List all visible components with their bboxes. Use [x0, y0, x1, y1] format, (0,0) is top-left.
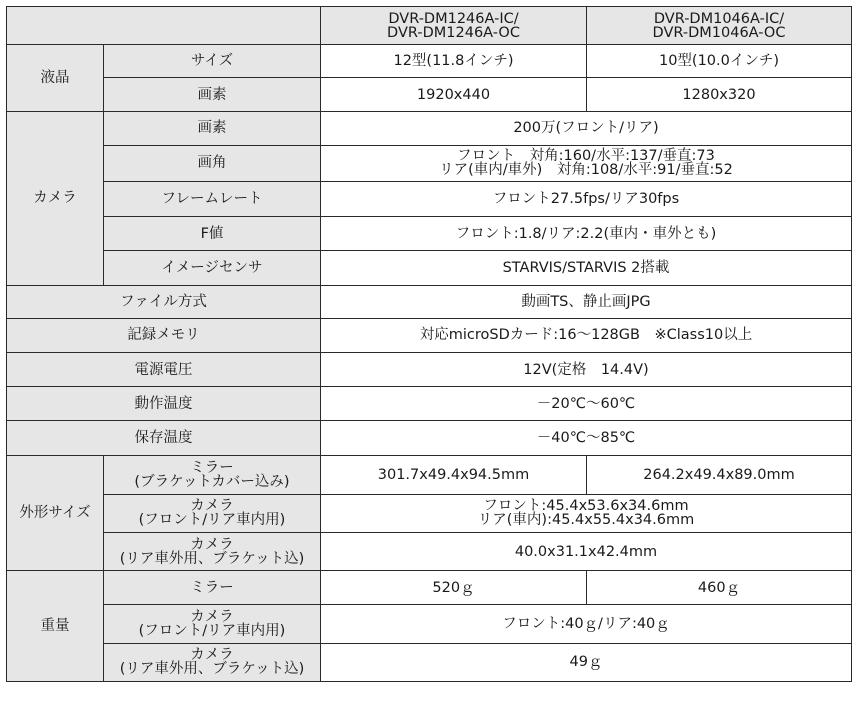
camera-angle-label: 画角 [104, 145, 321, 181]
memory-label: 記録メモリ [7, 318, 321, 352]
dim-cam-in-label: カメラ (フロント/リア車内用) [104, 494, 321, 532]
weight-cam-out-value: 49ｇ [321, 643, 852, 681]
lcd-size-a: 12型(11.8インチ) [321, 45, 587, 78]
lcd-size-label: サイズ [104, 45, 321, 78]
voltage-label: 電源電圧 [7, 352, 321, 386]
dim-mirror-label: ミラー (ブラケットカバー込み) [104, 455, 321, 494]
table-row [7, 78, 852, 111]
header-blank-cell [7, 7, 321, 45]
lcd-pixels-b: 1280x320 [587, 78, 852, 111]
file-format-label: ファイル方式 [7, 285, 321, 318]
dim-cam-in-value: フロント:45.4x53.6x34.6mm リア(車内):45.4x55.4x34.6mm [321, 494, 852, 532]
table-row [7, 605, 852, 643]
lcd-group-label: 液晶 [7, 45, 104, 111]
storage-temp-label: 保存温度 [7, 421, 321, 455]
camera-f-value: フロント:1.8/リア:2.2(車内・車外とも) [321, 217, 852, 251]
lcd-size-b: 10型(10.0インチ) [587, 45, 852, 78]
table-row [7, 111, 852, 145]
camera-fps-label: フレームレート [104, 181, 321, 216]
table-row [7, 532, 852, 570]
table-row [7, 643, 852, 681]
file-format-value: 動画TS、静止画JPG [321, 285, 852, 318]
table-row [7, 251, 852, 285]
dim-mirror-b: 264.2x49.4x89.0mm [587, 455, 852, 494]
dim-cam-out-value: 40.0x31.1x42.4mm [321, 532, 852, 570]
lcd-pixels-a: 1920x440 [321, 78, 587, 111]
table-row [7, 571, 852, 605]
voltage-value: 12V(定格 14.4V) [321, 352, 852, 386]
table-row [7, 318, 852, 352]
weight-cam-out-label: カメラ (リア車外用、ブラケット込) [104, 643, 321, 681]
header-row [7, 7, 852, 45]
weight-mirror-b: 460ｇ [587, 571, 852, 605]
table-row [7, 181, 852, 216]
table-row [7, 494, 852, 532]
table-row [7, 387, 852, 421]
weight-mirror-label: ミラー [104, 571, 321, 605]
table-row [7, 421, 852, 455]
header-model-a: DVR-DM1246A-IC/ DVR-DM1246A-OC [321, 7, 587, 45]
table-row [7, 145, 852, 181]
dim-cam-out-label: カメラ (リア車外用、ブラケット込) [104, 532, 321, 570]
weight-cam-in-label: カメラ (フロント/リア車内用) [104, 605, 321, 643]
op-temp-value: －20℃～60℃ [321, 387, 852, 421]
camera-f-label: F値 [104, 217, 321, 251]
camera-pixels-value: 200万(フロント/リア) [321, 111, 852, 145]
table-row [7, 217, 852, 251]
spec-table [6, 6, 852, 682]
weight-cam-in-value: フロント:40ｇ/リア:40ｇ [321, 605, 852, 643]
weight-mirror-a: 520ｇ [321, 571, 587, 605]
storage-temp-value: －40℃～85℃ [321, 421, 852, 455]
op-temp-label: 動作温度 [7, 387, 321, 421]
table-row [7, 455, 852, 494]
weight-group-label: 重量 [7, 571, 104, 682]
table-row [7, 45, 852, 78]
table-row [7, 285, 852, 318]
header-model-b: DVR-DM1046A-IC/ DVR-DM1046A-OC [587, 7, 852, 45]
camera-sensor-label: イメージセンサ [104, 251, 321, 285]
dim-mirror-a: 301.7x49.4x94.5mm [321, 455, 587, 494]
camera-group-label: カメラ [7, 111, 104, 285]
memory-value: 対応microSDカード:16～128GB ※Class10以上 [321, 318, 852, 352]
lcd-pixels-label: 画素 [104, 78, 321, 111]
camera-angle-value: フロント 対角:160/水平:137/垂直:73 リア(車内/車外) 対角:108/水平:91/垂直:52 [321, 145, 852, 181]
camera-fps-value: フロント27.5fps/リア30fps [321, 181, 852, 216]
camera-sensor-value: STARVIS/STARVIS 2搭載 [321, 251, 852, 285]
table-row [7, 352, 852, 386]
dimensions-group-label: 外形サイズ [7, 455, 104, 571]
camera-pixels-label: 画素 [104, 111, 321, 145]
